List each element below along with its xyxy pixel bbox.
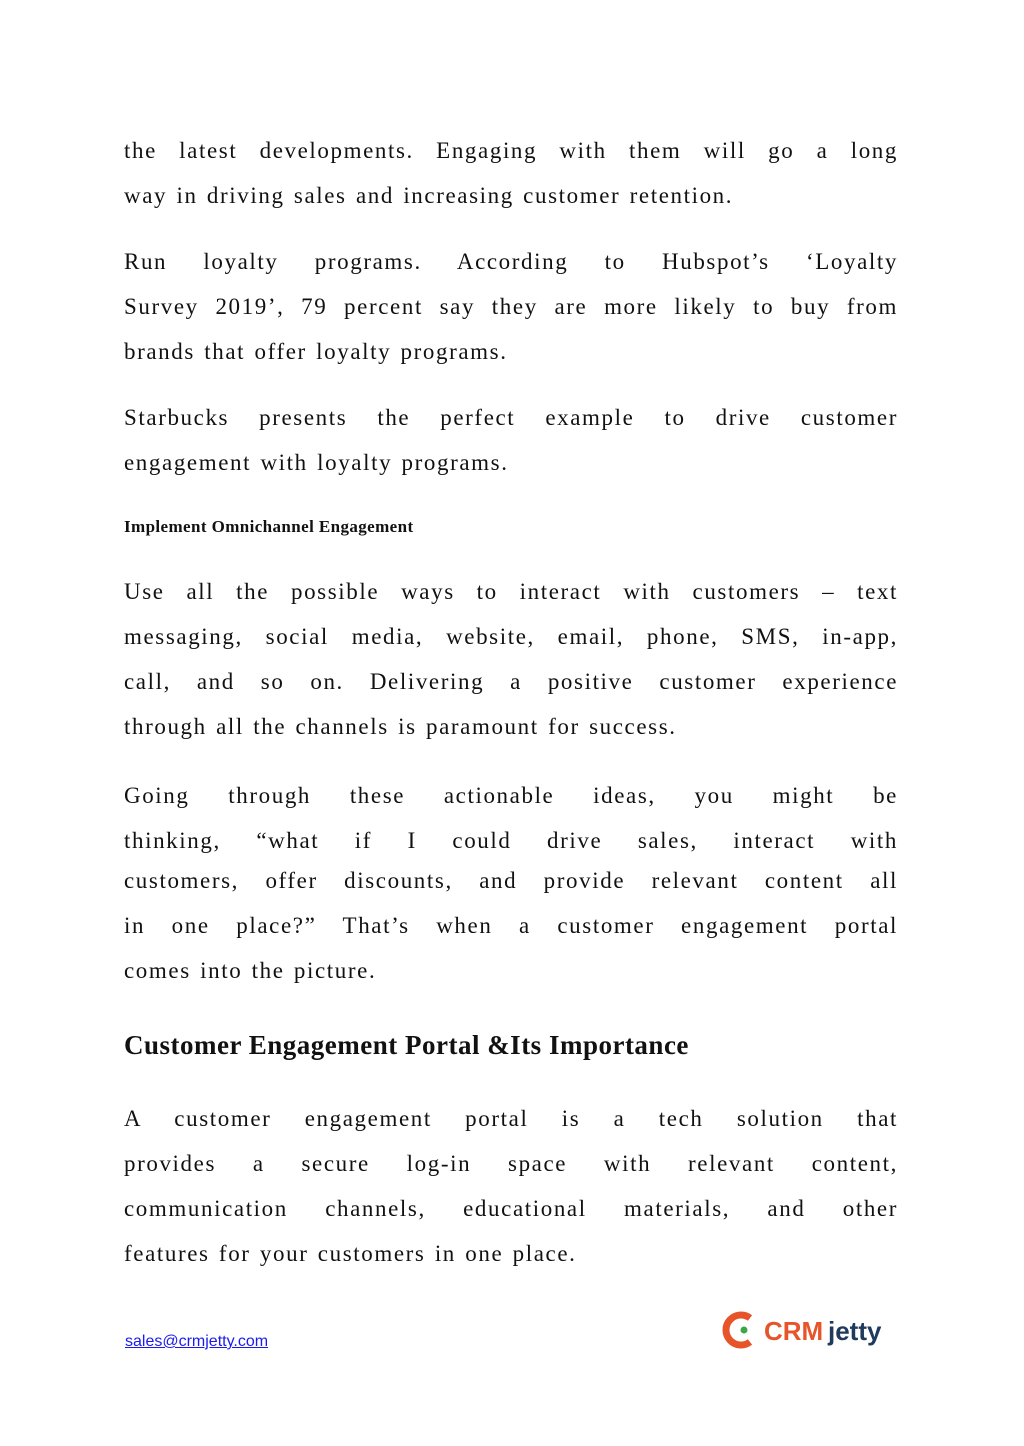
subheading-omnichannel: Implement Omnichannel Engagement (124, 517, 414, 536)
text-line: in one place?” That’s when a customer engagement portal (124, 913, 898, 938)
paragraph-starbucks-example (124, 395, 898, 485)
text-line: A customer engagement portal is a tech solution that (124, 1106, 898, 1131)
text-line: Going through these actionable ideas, you might be (124, 783, 898, 808)
paragraph-omnichannel (124, 569, 898, 749)
text-line: way in driving sales and increasing customer retention. (124, 183, 734, 208)
text-line: Run loyalty programs. According to Hubspot’s ‘Loyalty (124, 249, 898, 274)
text-line: thinking, “what if I could drive sales, interact with (124, 828, 898, 853)
text-line: communication channels, educational materials, and other (124, 1196, 898, 1221)
text-line: features for your customers in one place. (124, 1241, 577, 1266)
text-line: Survey 2019’, 79 percent say they are more likely to buy from (124, 294, 898, 319)
text-line: engagement with loyalty programs. (124, 450, 509, 475)
logo-text-crm: CRM (764, 1316, 824, 1346)
text-line: Use all the possible ways to interact with customers – text (124, 579, 898, 604)
section-heading: Customer Engagement Portal &Its Importance (124, 1030, 689, 1060)
text-line: comes into the picture. (124, 958, 377, 983)
text-line: Starbucks presents the perfect example to drive customer (124, 405, 898, 430)
paragraph-actionable-ideas (124, 773, 898, 993)
text-line: through all the channels is paramount for success. (124, 714, 677, 739)
crmjetty-logo (720, 1308, 900, 1352)
crmjetty-logo-icon (720, 1308, 900, 1352)
footer-email-link[interactable]: sales@crmjetty.com (125, 1333, 269, 1350)
paragraph-intro-continuation (124, 128, 898, 218)
logo-text-jetty: jetty (828, 1316, 882, 1346)
logo-green-dot (741, 1327, 748, 1334)
paragraph-loyalty-programs (124, 239, 898, 374)
text-line: messaging, social media, website, email, phone, SMS, in-app, (124, 624, 898, 649)
text-line: customers, offer discounts, and provide relevant content all (124, 868, 898, 893)
text-line: call, and so on. Delivering a positive customer experience (124, 669, 898, 694)
paragraph-portal-definition (124, 1096, 898, 1276)
text-line: brands that offer loyalty programs. (124, 339, 508, 364)
text-line: the latest developments. Engaging with them will go a long (124, 138, 898, 163)
text-line: provides a secure log-in space with relevant content, (124, 1151, 898, 1176)
